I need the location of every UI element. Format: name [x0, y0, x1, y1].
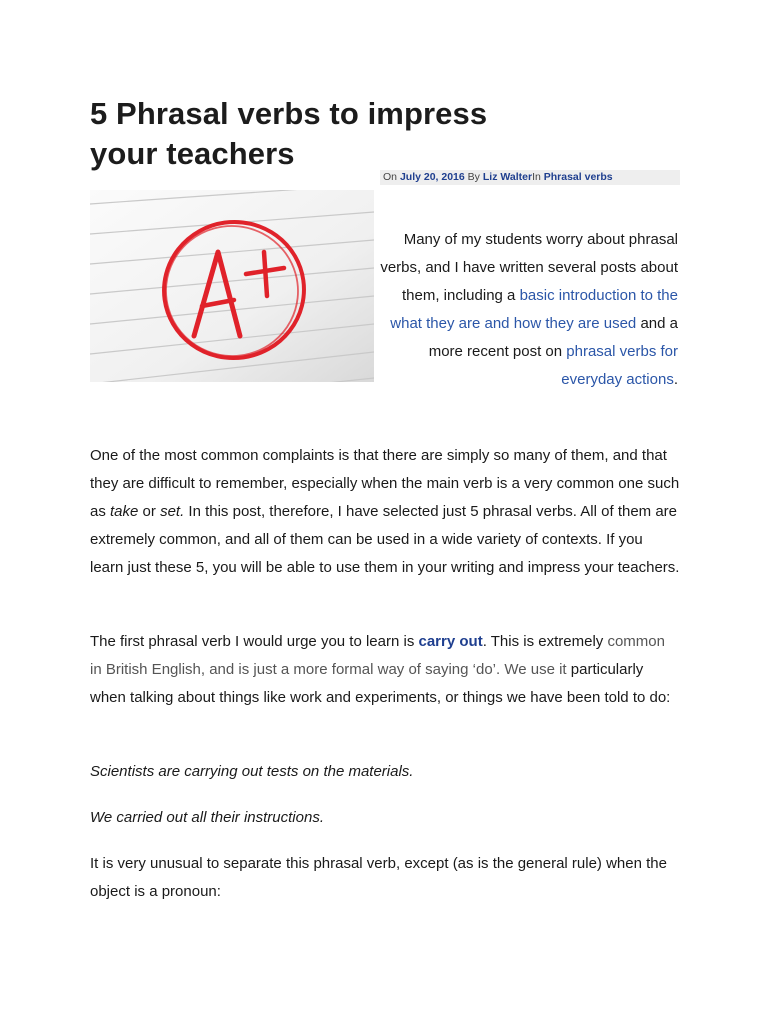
everyday-actions-link[interactable]: phrasal verbs for everyday actions: [561, 343, 678, 388]
post-meta: [380, 170, 680, 185]
intro-text-3: .: [673, 371, 678, 388]
post-date-link[interactable]: July 20, 2016: [399, 171, 465, 183]
example-sentence-1: Scientists are carrying out tests on the materials.: [90, 763, 414, 780]
author-link[interactable]: Liz Walter: [482, 171, 533, 183]
page-title: [90, 94, 550, 174]
basic-introduction-link[interactable]: basic introduction to the what they are and how they are used: [390, 287, 678, 332]
p1-emphasis-set: set.: [160, 503, 185, 520]
intro-text-2: and a more recent post on: [428, 315, 678, 360]
category-link[interactable]: Phrasal verbs: [543, 171, 613, 183]
p1-emphasis-take: take: [110, 503, 139, 520]
meta-on: On: [383, 171, 398, 183]
p2-text-1: The first phrasal verb I would urge you to learn is: [90, 633, 419, 650]
complaints-paragraph: [90, 442, 680, 582]
paper-background: [90, 190, 374, 382]
separation-paragraph: It is very unusual to separate this phrasal verb, except (as is the general rule) when the object is a pronoun:: [90, 855, 667, 900]
p1-text-1: One of the most common complaints is that there are simply so many of them, and that they are difficult to remember, especially when the main verb is a very common one such as: [90, 447, 680, 520]
meta-by: By: [467, 171, 480, 183]
p2-light-text: common in British English, and is just a more formal way of saying ‘do’. We use it: [90, 633, 665, 678]
a-plus-grade-image: [90, 190, 374, 382]
title-line-2: your teachers: [90, 136, 295, 171]
p2-text-3: particularly when talking about things like work and experiments, or things we have been told to do:: [90, 661, 671, 706]
title-line-1: 5 Phrasal verbs to impress: [90, 96, 488, 131]
intro-text-1: Many of my students worry about phrasal verbs, and I have written several posts about them, including a: [380, 231, 678, 304]
carry-out-paragraph: [90, 628, 680, 712]
p2-text-2: . This is extremely: [482, 633, 608, 650]
example-sentence-2: We carried out all their instructions.: [90, 809, 324, 826]
p1-text-2: or: [138, 503, 161, 520]
meta-in: In: [532, 171, 541, 183]
p1-text-3: In this post, therefore, I have selected just 5 phrasal verbs. All of them are extremely common, and all of them can be used in a wide variety of contexts. If you learn just these 5, you will be able to use them in your writing and impress your teachers.: [90, 503, 680, 576]
carry-out-link[interactable]: carry out: [418, 633, 483, 650]
intro-paragraph: [380, 226, 678, 394]
